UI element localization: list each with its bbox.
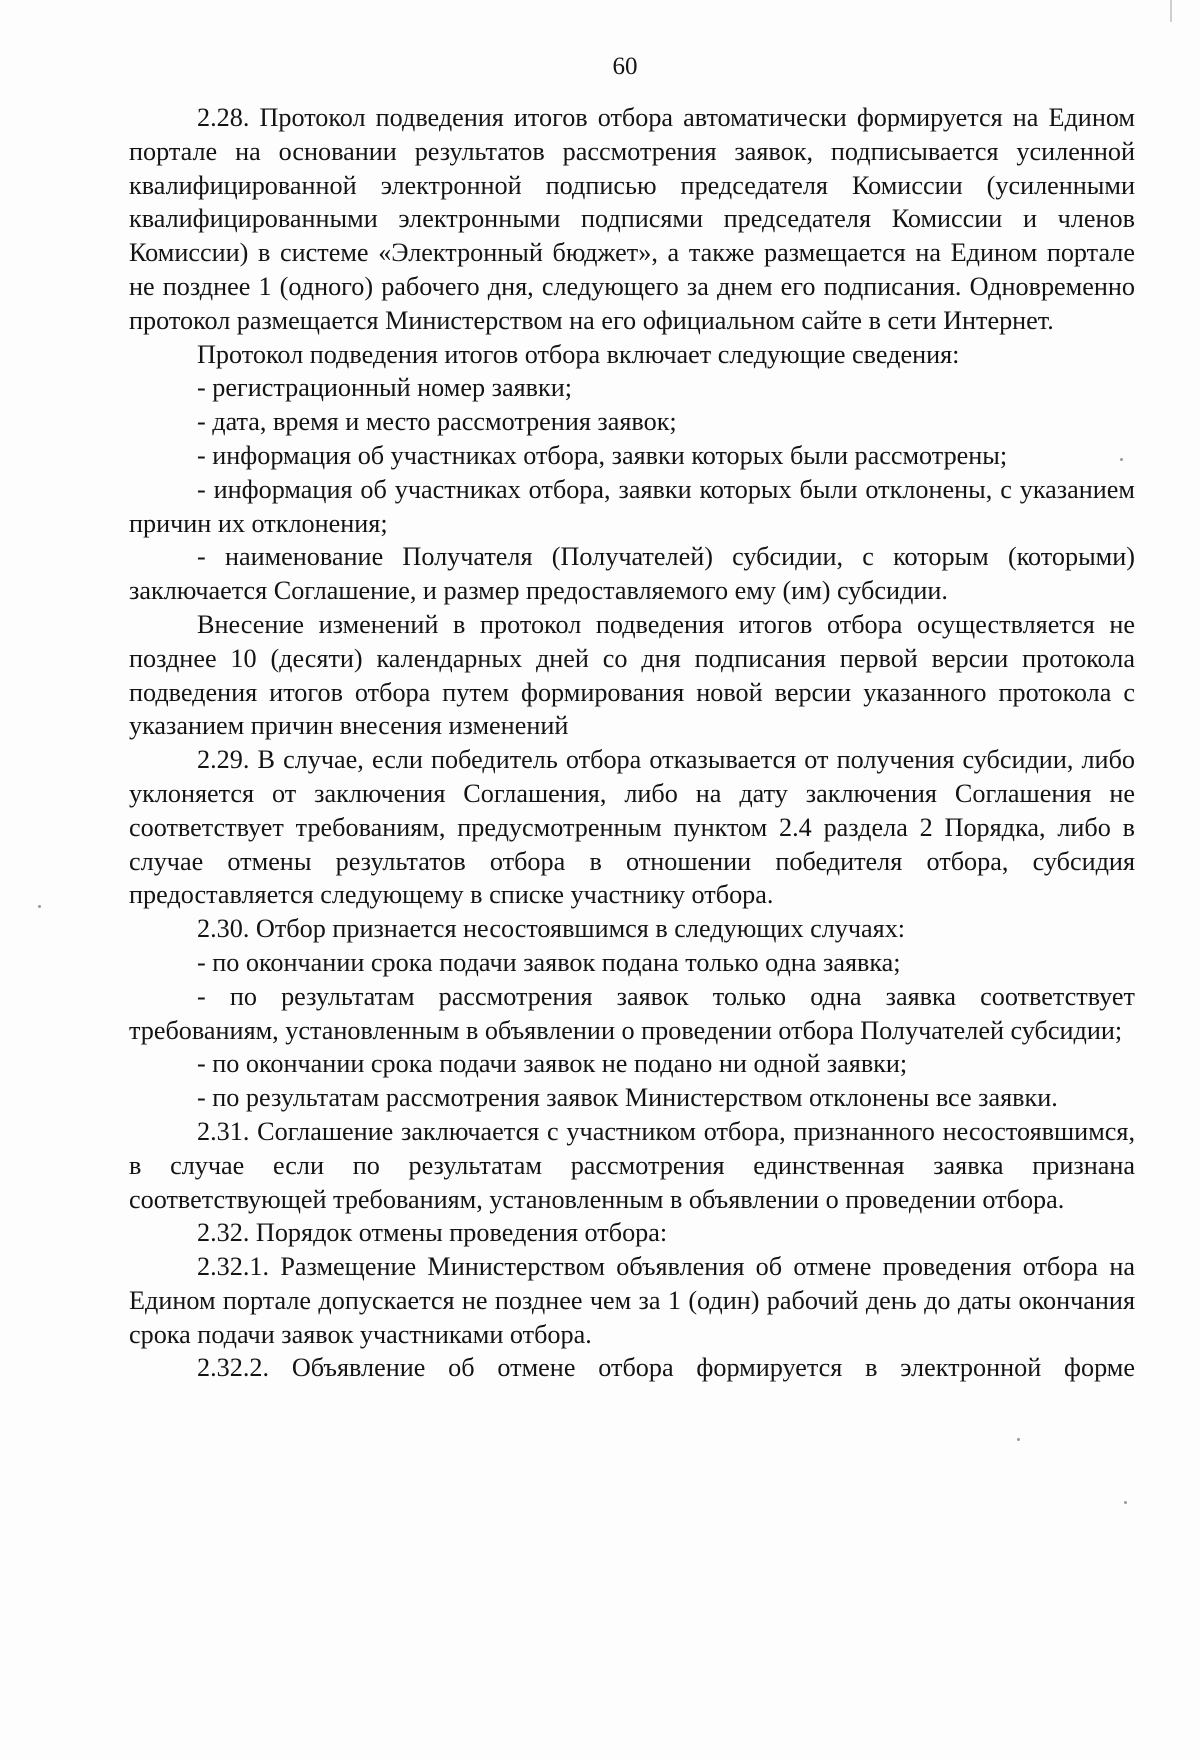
- list-item-no-applications: - по окончании срока подачи заявок не подано ни одной заявки;: [197, 1049, 908, 1079]
- scan-speck: [1017, 1438, 1020, 1441]
- paragraph-protocol-changes: Внесение изменений в протокол подведения итогов отбора осуществляется не позднее 10 (десяти) календарных дней со дня подписания первой версии протокола подведения итогов отбора путем формирования новой версии указанного протокола с указанием причин внесения изменений: [129, 609, 1135, 741]
- page-number: 60: [612, 53, 638, 80]
- paragraph-2-28: 2.28. Протокол подведения итогов отбора автоматически формируется на Едином портале на основании результатов рассмотрения заявок, подписывается усиленной квалифицированной электронной подписью председателя Комиссии (усиленными квалифицированными электронными подписями председателя Комиссии и членов Комиссии) в системе «Электронный бюджет», а также размещается на Едином портале не позднее 1 (одного) рабочего дня, следующего за днем его подписания. Одновременно протокол размещается Министерством на его официальном сайте в сети Интернет.: [129, 103, 1135, 335]
- paragraph-2-32-2: 2.32.2. Объявление об отмене отбора формируется в электронной форме: [197, 1353, 1135, 1383]
- list-item-date-time-place: - дата, время и место рассмотрения заявок;: [197, 407, 677, 437]
- scan-edge-mark: [1170, 0, 1172, 22]
- list-item-only-one-compliant: - по результатам рассмотрения заявок только одна заявка соответствует требованиям, установленным в объявлении о проведении отбора Получателей субсидии;: [129, 981, 1135, 1045]
- scan-speck: [1124, 1501, 1127, 1504]
- list-item-reviewed-participants: - информация об участниках отбора, заявки которых были рассмотрены;: [197, 440, 1008, 470]
- list-item-only-one-application: - по окончании срока подачи заявок подана только одна заявка;: [197, 947, 901, 977]
- document-body: [129, 101, 1135, 1385]
- list-item-all-rejected: - по результатам рассмотрения заявок Министерством отклонены все заявки.: [197, 1083, 1058, 1113]
- list-item-recipient-name: - наименование Получателя (Получателей) субсидии, с которым (которыми) заключается Соглашение, и размер предоставляемого ему (им) субсидии.: [129, 542, 1135, 606]
- paragraph-2-31: 2.31. Соглашение заключается с участником отбора, признанного несостоявшимся, в случае если по результатам рассмотрения единственная заявка признана соответствующей требованиям, установленным в объявлении о проведении отбора.: [129, 1116, 1135, 1214]
- paragraph-protocol-intro: Протокол подведения итогов отбора включает следующие сведения:: [197, 339, 960, 369]
- paragraph-2-32-1: 2.32.1. Размещение Министерством объявления об отмене проведения отбора на Едином портале допускается не позднее чем за 1 (один) рабочий день до даты окончания срока подачи заявок участниками отбора.: [129, 1252, 1135, 1349]
- paragraph-2-32: 2.32. Порядок отмены проведения отбора:: [197, 1218, 668, 1248]
- paragraph-2-29: 2.29. В случае, если победитель отбора отказывается от получения субсидии, либо уклоняется от заключения Соглашения, либо на дату заключения Соглашения не соответствует требованиям, предусмотренным пунктом 2.4 раздела 2 Порядка, либо в случае отмены результатов отбора в отношении победителя отбора, субсидия предоставляется следующему в списке участнику отбора.: [129, 745, 1135, 910]
- list-item-registration-number: - регистрационный номер заявки;: [197, 373, 572, 403]
- list-item-rejected-participants: - информация об участниках отбора, заявки которых были отклонены, с указанием причин их отклонения;: [129, 474, 1135, 538]
- scan-speck: [38, 905, 41, 908]
- paragraph-2-30: 2.30. Отбор признается несостоявшимся в следующих случаях:: [197, 914, 906, 944]
